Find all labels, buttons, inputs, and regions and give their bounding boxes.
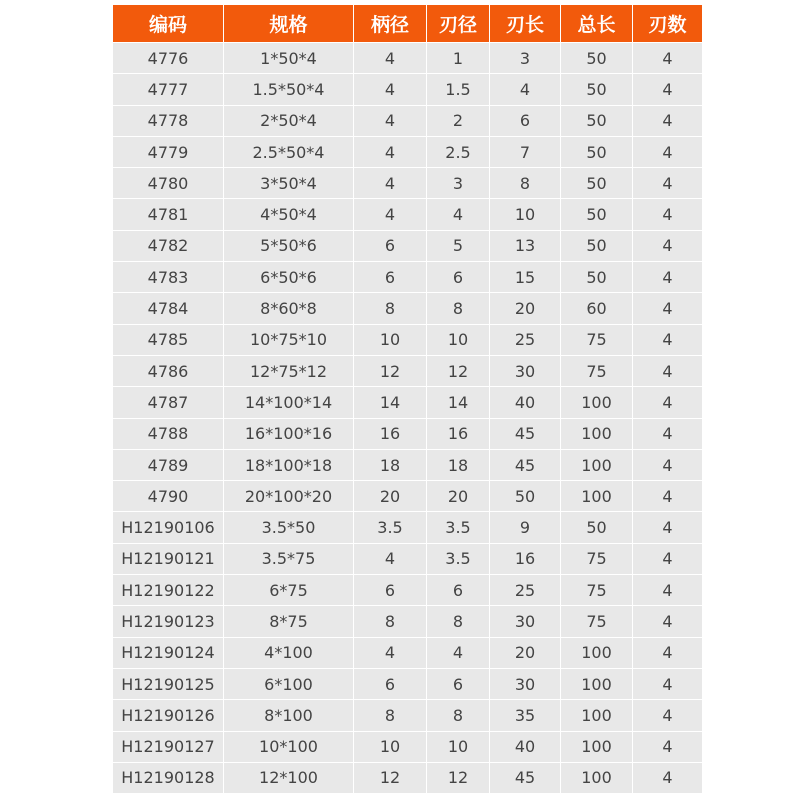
cell-total-length: 100 xyxy=(561,481,633,512)
cell-shank-dia: 4 xyxy=(354,168,427,199)
cell-code: 4789 xyxy=(113,449,224,480)
cell-flutes: 4 xyxy=(633,731,703,762)
cell-blade-dia: 1 xyxy=(427,43,490,74)
table-row xyxy=(113,637,703,668)
cell-code: 4776 xyxy=(113,43,224,74)
cell-code: 4790 xyxy=(113,481,224,512)
cell-blade-length: 9 xyxy=(490,512,561,543)
cell-code: 4780 xyxy=(113,168,224,199)
cell-shank-dia: 4 xyxy=(354,199,427,230)
cell-blade-dia: 5 xyxy=(427,230,490,261)
cell-code: 4788 xyxy=(113,418,224,449)
cell-blade-length: 25 xyxy=(490,324,561,355)
cell-blade-dia: 3.5 xyxy=(427,512,490,543)
cell-total-length: 100 xyxy=(561,731,633,762)
table-header xyxy=(113,5,703,43)
cell-blade-length: 40 xyxy=(490,731,561,762)
cell-total-length: 100 xyxy=(561,449,633,480)
cell-shank-dia: 18 xyxy=(354,449,427,480)
cell-flutes: 4 xyxy=(633,606,703,637)
cell-blade-length: 13 xyxy=(490,230,561,261)
table-row xyxy=(113,105,703,136)
cell-blade-dia: 10 xyxy=(427,731,490,762)
cell-spec: 6*75 xyxy=(224,575,354,606)
table-row xyxy=(113,324,703,355)
table-row xyxy=(113,512,703,543)
cell-code: 4779 xyxy=(113,136,224,167)
cell-flutes: 4 xyxy=(633,762,703,793)
table-row xyxy=(113,762,703,793)
table-row xyxy=(113,43,703,74)
table-row xyxy=(113,700,703,731)
cell-total-length: 100 xyxy=(561,700,633,731)
cell-shank-dia: 4 xyxy=(354,43,427,74)
cell-blade-dia: 14 xyxy=(427,387,490,418)
cell-blade-length: 30 xyxy=(490,355,561,386)
table-row xyxy=(113,418,703,449)
cell-flutes: 4 xyxy=(633,418,703,449)
cell-total-length: 100 xyxy=(561,418,633,449)
cell-code: H12190123 xyxy=(113,606,224,637)
cell-blade-dia: 12 xyxy=(427,355,490,386)
cell-spec: 6*50*6 xyxy=(224,262,354,293)
table-row xyxy=(113,668,703,699)
cell-spec: 6*100 xyxy=(224,668,354,699)
cell-total-length: 100 xyxy=(561,387,633,418)
cell-flutes: 4 xyxy=(633,449,703,480)
cell-code: H12190126 xyxy=(113,700,224,731)
cell-shank-dia: 4 xyxy=(354,74,427,105)
cell-spec: 12*75*12 xyxy=(224,355,354,386)
cell-blade-length: 45 xyxy=(490,762,561,793)
cell-code: 4782 xyxy=(113,230,224,261)
cell-spec: 2*50*4 xyxy=(224,105,354,136)
header-row xyxy=(113,5,703,43)
column-header-blade-length: 刃长 xyxy=(490,5,561,43)
cell-code: 4778 xyxy=(113,105,224,136)
cell-code: 4785 xyxy=(113,324,224,355)
cell-code: 4781 xyxy=(113,199,224,230)
cell-total-length: 75 xyxy=(561,324,633,355)
cell-spec: 2.5*50*4 xyxy=(224,136,354,167)
cell-total-length: 50 xyxy=(561,168,633,199)
cell-blade-length: 45 xyxy=(490,418,561,449)
cell-total-length: 50 xyxy=(561,136,633,167)
cell-blade-dia: 1.5 xyxy=(427,74,490,105)
cell-blade-length: 15 xyxy=(490,262,561,293)
table-row xyxy=(113,731,703,762)
cell-flutes: 4 xyxy=(633,575,703,606)
cell-blade-length: 30 xyxy=(490,668,561,699)
table-row xyxy=(113,606,703,637)
table-row xyxy=(113,230,703,261)
cell-spec: 10*75*10 xyxy=(224,324,354,355)
cell-spec: 3*50*4 xyxy=(224,168,354,199)
cell-total-length: 60 xyxy=(561,293,633,324)
cell-blade-dia: 20 xyxy=(427,481,490,512)
table-row xyxy=(113,575,703,606)
cell-code: H12190128 xyxy=(113,762,224,793)
cell-spec: 4*50*4 xyxy=(224,199,354,230)
cell-blade-dia: 6 xyxy=(427,575,490,606)
column-header-shank-dia: 柄径 xyxy=(354,5,427,43)
cell-spec: 10*100 xyxy=(224,731,354,762)
cell-spec: 8*60*8 xyxy=(224,293,354,324)
cell-spec: 20*100*20 xyxy=(224,481,354,512)
table-row xyxy=(113,293,703,324)
cell-code: 4777 xyxy=(113,74,224,105)
cell-total-length: 100 xyxy=(561,668,633,699)
cell-code: H12190127 xyxy=(113,731,224,762)
column-header-flutes: 刃数 xyxy=(633,5,703,43)
cell-flutes: 4 xyxy=(633,74,703,105)
cell-blade-dia: 8 xyxy=(427,293,490,324)
cell-blade-length: 40 xyxy=(490,387,561,418)
cell-flutes: 4 xyxy=(633,43,703,74)
cell-blade-dia: 6 xyxy=(427,668,490,699)
cell-shank-dia: 8 xyxy=(354,606,427,637)
cell-blade-dia: 12 xyxy=(427,762,490,793)
cell-flutes: 4 xyxy=(633,199,703,230)
cell-blade-length: 4 xyxy=(490,74,561,105)
cell-blade-length: 16 xyxy=(490,543,561,574)
cell-total-length: 50 xyxy=(561,199,633,230)
cell-flutes: 4 xyxy=(633,105,703,136)
cell-blade-length: 10 xyxy=(490,199,561,230)
cell-shank-dia: 4 xyxy=(354,136,427,167)
cell-total-length: 50 xyxy=(561,105,633,136)
column-header-blade-dia: 刃径 xyxy=(427,5,490,43)
cell-flutes: 4 xyxy=(633,543,703,574)
cell-shank-dia: 4 xyxy=(354,637,427,668)
column-header-spec: 规格 xyxy=(224,5,354,43)
cell-total-length: 75 xyxy=(561,355,633,386)
cell-blade-dia: 3.5 xyxy=(427,543,490,574)
cell-total-length: 75 xyxy=(561,543,633,574)
cell-flutes: 4 xyxy=(633,293,703,324)
table-body xyxy=(113,43,703,794)
spec-table xyxy=(112,4,703,794)
table-row xyxy=(113,387,703,418)
cell-shank-dia: 8 xyxy=(354,700,427,731)
cell-blade-dia: 18 xyxy=(427,449,490,480)
cell-flutes: 4 xyxy=(633,355,703,386)
cell-spec: 14*100*14 xyxy=(224,387,354,418)
cell-code: 4786 xyxy=(113,355,224,386)
cell-blade-length: 20 xyxy=(490,637,561,668)
cell-blade-length: 6 xyxy=(490,105,561,136)
cell-shank-dia: 14 xyxy=(354,387,427,418)
cell-spec: 8*100 xyxy=(224,700,354,731)
cell-total-length: 50 xyxy=(561,74,633,105)
table-row xyxy=(113,543,703,574)
cell-flutes: 4 xyxy=(633,512,703,543)
table-row xyxy=(113,74,703,105)
cell-spec: 5*50*6 xyxy=(224,230,354,261)
cell-shank-dia: 6 xyxy=(354,668,427,699)
cell-code: H12190125 xyxy=(113,668,224,699)
cell-flutes: 4 xyxy=(633,481,703,512)
cell-total-length: 75 xyxy=(561,575,633,606)
cell-spec: 4*100 xyxy=(224,637,354,668)
column-header-total-length: 总长 xyxy=(561,5,633,43)
cell-blade-length: 50 xyxy=(490,481,561,512)
cell-code: H12190106 xyxy=(113,512,224,543)
cell-flutes: 4 xyxy=(633,668,703,699)
cell-blade-dia: 4 xyxy=(427,199,490,230)
cell-flutes: 4 xyxy=(633,168,703,199)
cell-blade-length: 25 xyxy=(490,575,561,606)
cell-flutes: 4 xyxy=(633,387,703,418)
cell-blade-dia: 8 xyxy=(427,606,490,637)
cell-shank-dia: 6 xyxy=(354,575,427,606)
cell-total-length: 75 xyxy=(561,606,633,637)
cell-shank-dia: 12 xyxy=(354,355,427,386)
table-row xyxy=(113,199,703,230)
table-row xyxy=(113,168,703,199)
cell-blade-dia: 4 xyxy=(427,637,490,668)
cell-shank-dia: 16 xyxy=(354,418,427,449)
cell-shank-dia: 6 xyxy=(354,262,427,293)
cell-total-length: 50 xyxy=(561,230,633,261)
cell-spec: 18*100*18 xyxy=(224,449,354,480)
cell-total-length: 100 xyxy=(561,762,633,793)
cell-blade-length: 3 xyxy=(490,43,561,74)
cell-code: H12190122 xyxy=(113,575,224,606)
cell-code: H12190124 xyxy=(113,637,224,668)
cell-blade-length: 35 xyxy=(490,700,561,731)
cell-blade-length: 8 xyxy=(490,168,561,199)
cell-total-length: 50 xyxy=(561,43,633,74)
cell-blade-length: 20 xyxy=(490,293,561,324)
table-row xyxy=(113,449,703,480)
cell-shank-dia: 4 xyxy=(354,105,427,136)
cell-flutes: 4 xyxy=(633,637,703,668)
cell-spec: 8*75 xyxy=(224,606,354,637)
cell-blade-dia: 2.5 xyxy=(427,136,490,167)
cell-total-length: 100 xyxy=(561,637,633,668)
table-row xyxy=(113,355,703,386)
cell-code: 4787 xyxy=(113,387,224,418)
cell-shank-dia: 8 xyxy=(354,293,427,324)
cell-blade-dia: 2 xyxy=(427,105,490,136)
cell-spec: 3.5*75 xyxy=(224,543,354,574)
cell-shank-dia: 4 xyxy=(354,543,427,574)
cell-spec: 1.5*50*4 xyxy=(224,74,354,105)
cell-spec: 12*100 xyxy=(224,762,354,793)
table-row xyxy=(113,136,703,167)
cell-flutes: 4 xyxy=(633,230,703,261)
cell-flutes: 4 xyxy=(633,262,703,293)
table-row xyxy=(113,262,703,293)
cell-spec: 3.5*50 xyxy=(224,512,354,543)
cell-code: 4783 xyxy=(113,262,224,293)
cell-code: H12190121 xyxy=(113,543,224,574)
cell-blade-length: 30 xyxy=(490,606,561,637)
cell-flutes: 4 xyxy=(633,324,703,355)
cell-blade-dia: 3 xyxy=(427,168,490,199)
cell-shank-dia: 20 xyxy=(354,481,427,512)
cell-spec: 16*100*16 xyxy=(224,418,354,449)
cell-blade-dia: 16 xyxy=(427,418,490,449)
cell-shank-dia: 6 xyxy=(354,230,427,261)
cell-blade-dia: 10 xyxy=(427,324,490,355)
cell-flutes: 4 xyxy=(633,136,703,167)
cell-shank-dia: 12 xyxy=(354,762,427,793)
column-header-code: 编码 xyxy=(113,5,224,43)
cell-total-length: 50 xyxy=(561,262,633,293)
cell-spec: 1*50*4 xyxy=(224,43,354,74)
cell-blade-length: 45 xyxy=(490,449,561,480)
cell-blade-dia: 6 xyxy=(427,262,490,293)
cell-total-length: 50 xyxy=(561,512,633,543)
table-row xyxy=(113,481,703,512)
cell-flutes: 4 xyxy=(633,700,703,731)
cell-code: 4784 xyxy=(113,293,224,324)
cell-blade-dia: 8 xyxy=(427,700,490,731)
cell-shank-dia: 10 xyxy=(354,731,427,762)
cell-shank-dia: 10 xyxy=(354,324,427,355)
cell-blade-length: 7 xyxy=(490,136,561,167)
cell-shank-dia: 3.5 xyxy=(354,512,427,543)
